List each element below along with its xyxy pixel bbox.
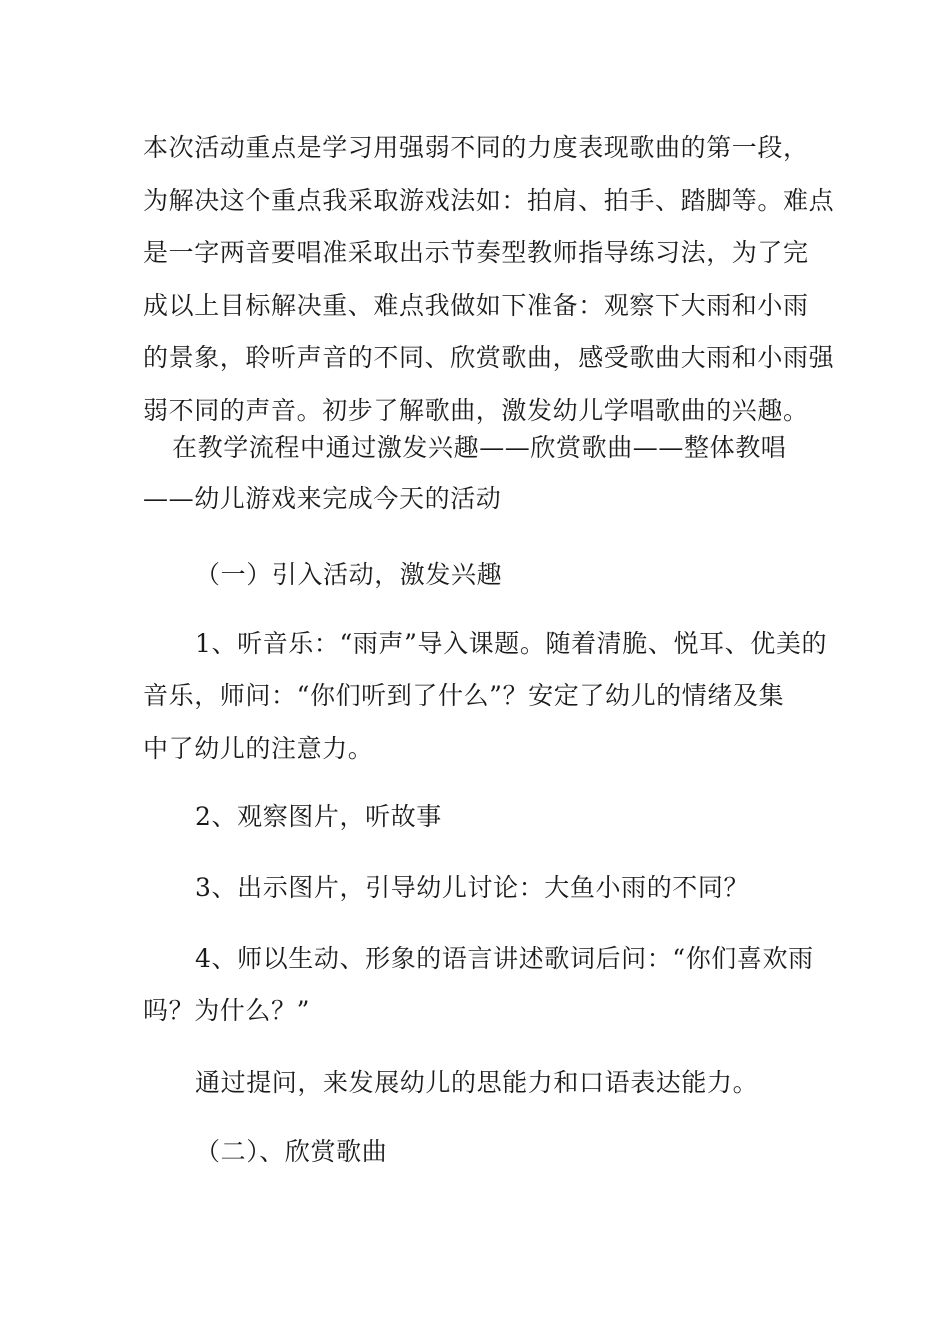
text-line: 弱不同的声音。初步了解歌曲，激发幼儿学唱歌曲的兴趣。: [143, 396, 809, 425]
text-line: ——幼儿游戏来完成今天的活动: [143, 484, 502, 513]
text-line: 本次活动重点是学习用强弱不同的力度表现歌曲的第一段，: [143, 133, 809, 162]
text-line: 是一字两音要唱准采取出示节奏型教师指导练习法，为了完: [143, 238, 809, 267]
text-line: 的景象，聆听声音的不同、欣赏歌曲，感受歌曲大雨和小雨强: [143, 343, 835, 372]
text-line: 吗？为什么？”: [143, 996, 310, 1025]
text-line: 4、师以生动、形象的语言讲述歌词后问：“你们喜欢雨: [195, 944, 814, 973]
text-line: 1、听音乐：“雨声”导入课题。随着清脆、悦耳、优美的: [195, 629, 828, 658]
text-line: 3、出示图片，引导幼儿讨论：大鱼小雨的不同？: [195, 873, 750, 902]
text-line: 为解决这个重点我采取游戏法如：拍肩、拍手、踏脚等。难点: [143, 186, 835, 215]
text-line: 在教学流程中通过激发兴趣——欣赏歌曲——整体教唱: [172, 433, 787, 462]
text-line: 成以上目标解决重、难点我做如下准备：观察下大雨和小雨: [143, 291, 809, 320]
text-line: 中了幼儿的注意力。: [143, 734, 374, 763]
section-heading: （一）引入活动，激发兴趣: [195, 560, 503, 589]
text-line: 2、观察图片，听故事: [195, 802, 442, 831]
text-line: 音乐，师问：“你们听到了什么”？安定了幼儿的情绪及集: [143, 681, 785, 710]
text-line: 通过提问，来发展幼儿的思能力和口语表达能力。: [195, 1068, 759, 1097]
section-heading: （二）、欣赏歌曲: [195, 1137, 388, 1166]
